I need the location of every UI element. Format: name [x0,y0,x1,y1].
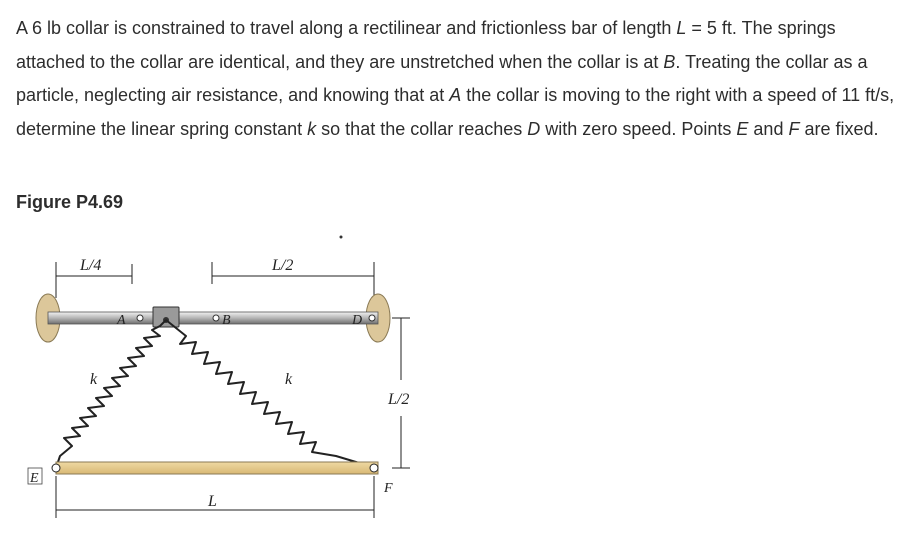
figure-diagram [0,220,440,552]
stray-dot [340,236,343,239]
label-spring-left: k [90,371,98,388]
fixed-bar [56,462,378,474]
variable-symbol: A [449,85,462,105]
label-length: L [208,493,217,510]
variable-symbol: k [307,118,317,139]
label-point-f: F [384,481,393,496]
variable-symbol: L [676,18,687,38]
label-point-d: D [352,313,363,328]
collar-spring-diagram [0,220,440,547]
label-half-length-side: L/2 [388,391,410,408]
spring-left [56,320,166,468]
problem-text-segment: = 5 ft. The springs attached to the collar are identical, and they are unstretched when the collar is at [16,18,836,72]
variable-symbol: B [663,51,676,72]
label-spring-right: k [285,371,293,388]
problem-text-segment: so that the collar reaches [316,118,528,139]
label-point-e: E [30,471,39,486]
variable-symbol: F [788,118,800,139]
point-f-pin [370,464,378,472]
label-half-length-top: L/2 [272,257,294,274]
variable-symbol: D [527,118,541,139]
point-e-pin [52,464,60,472]
figure-title: Figure P4.69 [16,192,124,212]
problem-text-segment: A 6 lb collar is constrained to travel along a rectilinear and frictionless bar of length [16,18,677,38]
variable-symbol: E [736,118,749,139]
spring-right [166,320,374,468]
label-point-a: A [117,313,126,328]
problem-statement [16,12,906,146]
problem-text-segment: . Treating the collar as a particle, neglecting air resistance, and knowing that at [16,51,868,105]
point-b-marker [213,315,219,321]
problem-text-segment: with zero speed. Points [540,118,737,139]
label-point-b: B [222,313,231,328]
problem-text [16,12,906,146]
label-quarter-length: L/4 [80,257,102,274]
point-a-marker [137,315,143,321]
problem-text-segment: are fixed. [799,118,879,139]
problem-text-segment: and [748,118,789,139]
point-d-marker [369,315,375,321]
problem-text-segment: the collar is moving to the right with a speed of 11 ft/s, determine the linear spring constant [16,85,895,139]
